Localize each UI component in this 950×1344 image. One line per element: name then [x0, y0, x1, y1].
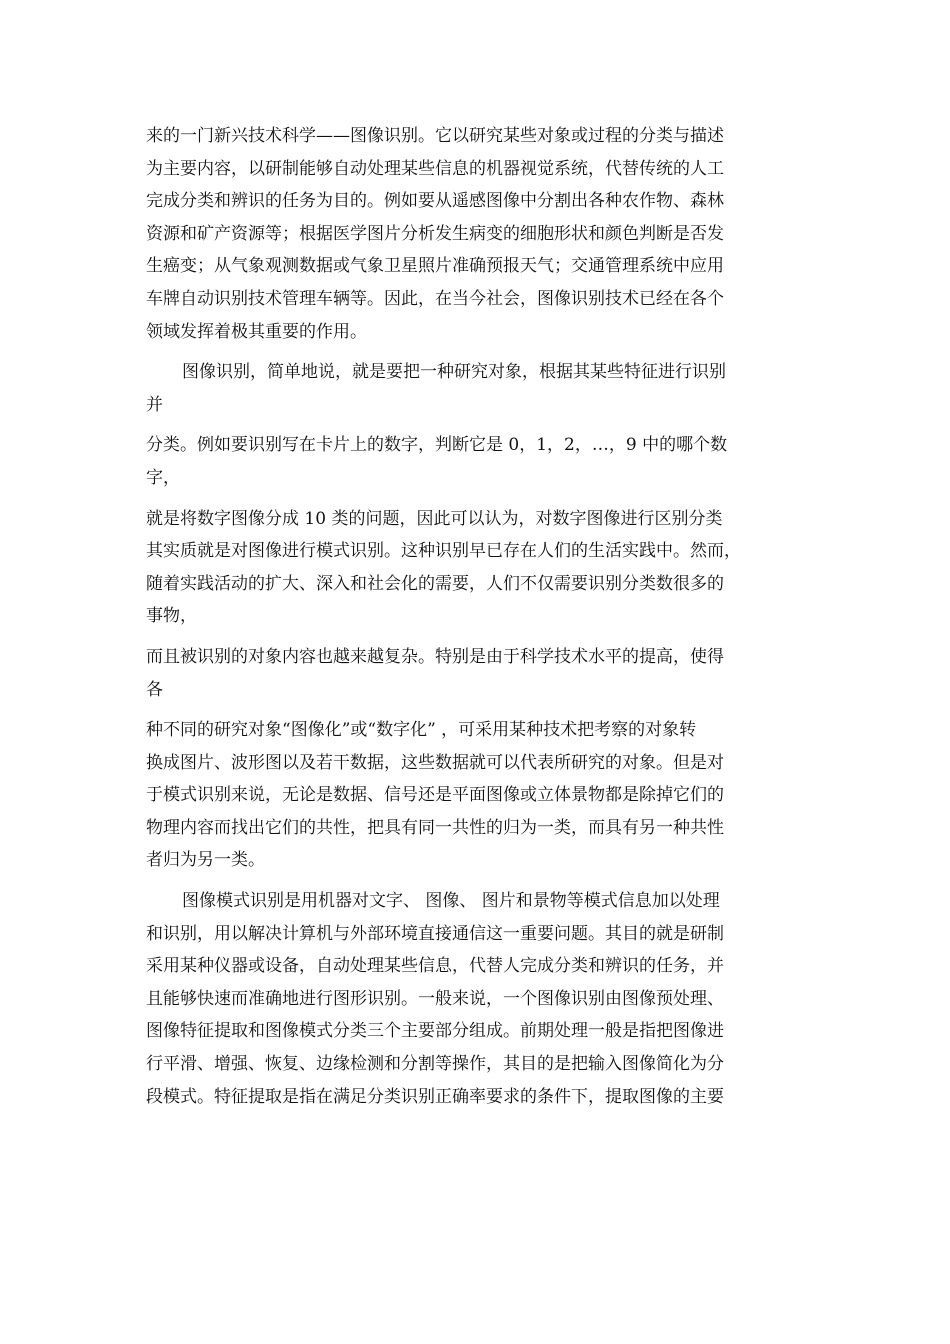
- text-line: 生癌变；从气象观测数据或气象卫星照片准确预报天气；交通管理系统中应用: [146, 256, 724, 277]
- text-line: 并: [146, 394, 163, 415]
- text-line: 图像识别，简单地说，就是要把一种研究对象，根据其某些特征进行识别: [182, 362, 726, 383]
- text-line: 物理内容而找出它们的共性，把具有同一共性的归为一类，而具有另一种共性: [146, 817, 724, 838]
- body-text: [146, 120, 836, 1113]
- text-line: 随着实践活动的扩大、深入和社会化的需要，人们不仅需要识别分类数很多的: [146, 573, 724, 594]
- text-line: 就是将数字图像分成 10 类的问题，因此可以认为，对数字图像进行区别分类: [146, 508, 723, 529]
- text-line: 种不同的研究对象“图像化”或“数字化” ，可采用某种技术把考察的对象转: [146, 720, 697, 741]
- text-line: 采用某种仪器或设备，自动处理某些信息，代替人完成分类和辨识的任务，并: [146, 956, 724, 977]
- text-line: 图像模式识别是用机器对文字、 图像、 图片和景物等模式信息加以处理: [182, 891, 720, 912]
- text-line: 者归为另一类。: [146, 850, 265, 871]
- text-line: 行平滑、增强、恢复、边缘检测和分割等操作，其目的是把输入图像简化为分: [146, 1054, 724, 1075]
- text-line: 为主要内容，以研制能够自动处理某些信息的机器视觉系统，代替传统的人工: [146, 158, 724, 179]
- text-line: 其实质就是对图像进行模式识别。这种识别早已存在人们的生活实践中。然而，: [146, 541, 741, 562]
- text-line: 字，: [146, 467, 180, 488]
- text-line: 资源和矿产资源等；根据医学图片分析发生病变的细胞形状和颜色判断是否发: [146, 223, 724, 244]
- text-line: 事物，: [146, 606, 197, 627]
- text-line: 于模式识别来说，无论是数据、信号还是平面图像或立体景物都是除掉它们的: [146, 785, 724, 806]
- text-line: 完成分类和辨识的任务为目的。例如要从遥感图像中分割出各种农作物、森林: [146, 191, 724, 212]
- text-line: 和识别，用以解决计算机与外部环境直接通信这一重要问题。其目的就是研制: [146, 923, 724, 944]
- text-line: 来的一门新兴技术科学——图像识别。它以研究某些对象或过程的分类与描述: [146, 126, 724, 146]
- text-line: 换成图片、波形图以及若干数据，这些数据就可以代表所研究的对象。但是对: [146, 752, 724, 773]
- text-line: 图像特征提取和图像模式分类三个主要部分组成。前期处理一般是指把图像进: [146, 1021, 724, 1042]
- text-line: 领域发挥着极其重要的作用。: [146, 321, 367, 342]
- text-line: 且能够快速而准确地进行图形识别。一般来说，一个图像识别由图像预处理、: [146, 988, 724, 1009]
- text-line: 各: [146, 679, 163, 700]
- text-line: 段模式。特征提取是指在满足分类识别正确率要求的条件下，提取图像的主要: [146, 1086, 724, 1107]
- text-line: 分类。例如要识别写在卡片上的数字，判断它是 0，1，2，…，9 中的哪个数: [146, 435, 728, 456]
- text-line: 而且被识别的对象内容也越来越复杂。特别是由于科学技术水平的提高，使得: [146, 646, 724, 667]
- text-line: 车牌自动识别技术管理车辆等。因此，在当今社会，图像识别技术已经在各个: [146, 288, 724, 309]
